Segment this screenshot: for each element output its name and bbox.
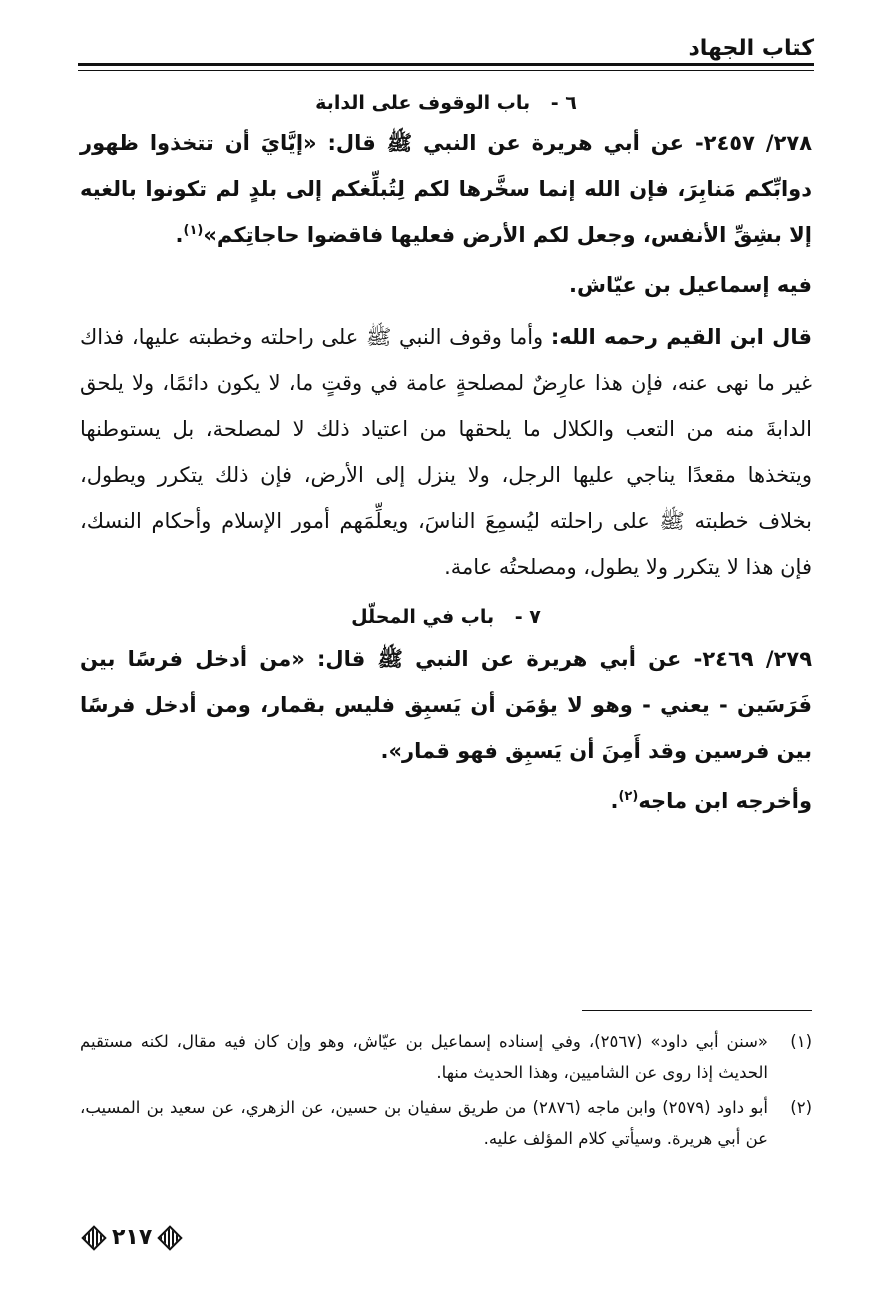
book-title: كتاب الجهاد bbox=[688, 36, 814, 61]
chapter-heading-1 bbox=[80, 86, 812, 120]
main-text bbox=[80, 86, 812, 824]
chapter-number: ٦ - bbox=[550, 92, 577, 114]
footnote-ref-1[interactable]: (١) bbox=[183, 223, 204, 238]
ibn-qayyim-commentary bbox=[80, 314, 812, 590]
chapter-number: ٧ - bbox=[514, 606, 541, 628]
hadith-278: ٢٧٨/ ٢٤٥٧- عن أبي هريرة عن النبي ﷺ قال: «إيَّايَ أن تتخذوا ظهور دوابِّكم مَنابِرَ، فإن الله إنما سخَّرها لكم لِتُبلِّغكم إلى بلدٍ لم تكونوا بالغيه إلا بشِقِّ الأنفس، وجعل لكم الأرض فعليها فاقضوا حاجاتِكم»$^{(١)}$. bbox=[80, 131, 813, 247]
ornament-icon bbox=[81, 1225, 106, 1250]
footnote-number: (٢) bbox=[790, 1098, 812, 1117]
header-rule-thick bbox=[78, 63, 814, 66]
page-number-text: ٢١٧ bbox=[112, 1225, 153, 1250]
footnote-separator bbox=[582, 1010, 812, 1011]
footnote-text: أبو داود (٢٥٧٩) وابن ماجه (٢٨٧٦) من طريق سفيان بن حسين، عن الزهري، عن سعيد بن المسيب، عن أبي هريرة. وسيأتي كلام المؤلف عليه. bbox=[80, 1098, 768, 1148]
hadith-279: ٢٧٩/ ٢٤٦٩- عن أبي هريرة عن النبي ﷺ قال: «من أدخل فرسًا بين فَرَسَين - يعني - وهو لا يؤمَن أن يَسبِق فليس بقمار، ومن أدخل فرسًا بين فرسين وقد أَمِنَ أن يَسبِق فهو قمار». bbox=[80, 647, 813, 763]
page-number bbox=[80, 1225, 184, 1250]
chapter-heading-2 bbox=[80, 600, 812, 634]
ornament-icon bbox=[158, 1225, 183, 1250]
chapter-title: باب في المحلّل bbox=[351, 606, 495, 628]
footnotes bbox=[80, 1026, 812, 1158]
footnote-2 bbox=[80, 1092, 812, 1154]
footnote-number: (١) bbox=[790, 1032, 812, 1051]
commentator-name: قال ابن القيم رحمه الله: bbox=[550, 325, 812, 349]
header-rule-thin bbox=[78, 70, 814, 71]
hadith-text: ٢٧٨/ ٢٤٥٧- عن أبي هريرة عن النبي ﷺ قال: «إيَّايَ أن تتخذوا ظهور دوابِّكم مَنابِرَ، فإن الله إنما سخَّرها لكم لِتُبلِّغكم إلى بلدٍ لم تكونوا بالغيه إلا بشِقِّ الأنفس، وجعل لكم الأرض فعليها فاقضوا حاجاتِكم» bbox=[80, 131, 813, 247]
chapter-title: باب الوقوف على الدابة bbox=[315, 92, 531, 114]
footnote-ref-2[interactable]: (٢) bbox=[618, 789, 639, 804]
narrator-note: فيه إسماعيل بن عيّاش. bbox=[568, 273, 812, 297]
takhrij-note: وأخرجه ابن ماجه$^{(٢)}$. bbox=[610, 789, 812, 813]
footnote-text: «سنن أبي داود» (٢٥٦٧)، وفي إسناده إسماعيل بن عيّاش، وهو وإن كان فيه مقال، لكنه مستقيم الحديث إذا روى عن الشاميين، وهذا الحديث منها. bbox=[80, 1032, 768, 1082]
commentary-text: وأما وقوف النبي ﷺ على راحلته وخطبته عليها، فذاك غير ما نهى عنه، فإن هذا عارِضٌ لمصلحةٍ عامة في وقتٍ ما، لا يكون دائمًا، ولا يلحق الدابةَ منه من التعب والكلال ما يلحقها من اعتياد ذلك لا لمصلحة، بل يستوطنها ويتخذها مقعدًا يناجي عليها الرجل، ولا ينزل إلى الأرض، فإن ذلك يتكرر ويطول، بخلاف خطبته ﷺ على راحلته ليُسمِعَ الناسَ، ويعلِّمَهم أمور الإسلام وأحكام النسك، فإن هذا لا يتكرر ولا يطول، ومصلحتُه عامة. bbox=[80, 325, 812, 579]
footnote-1 bbox=[80, 1026, 812, 1088]
running-header bbox=[78, 22, 814, 68]
